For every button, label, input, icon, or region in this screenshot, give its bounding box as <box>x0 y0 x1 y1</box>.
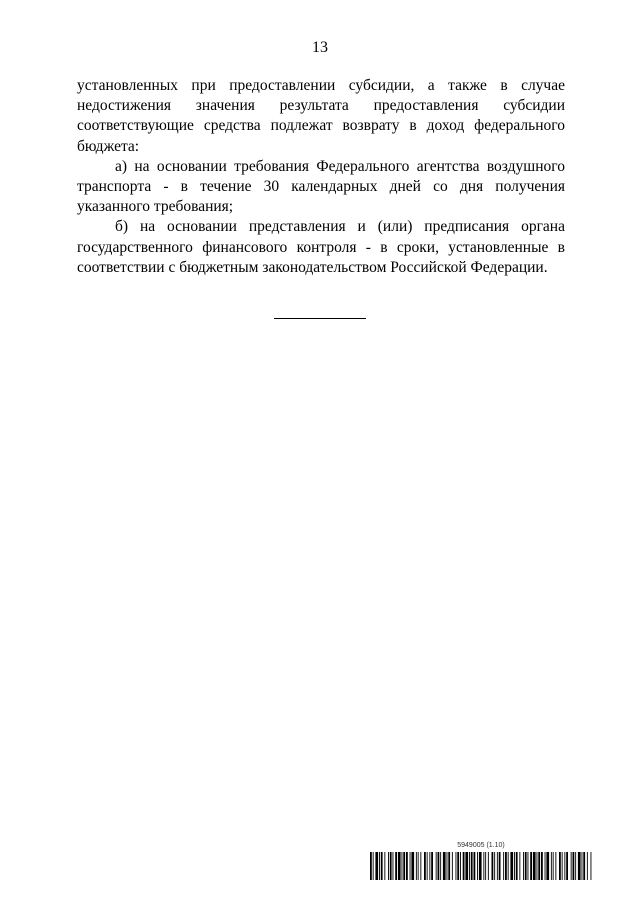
barcode-bar <box>471 852 473 880</box>
barcode-bar <box>469 852 470 880</box>
barcode-bar <box>494 852 495 880</box>
barcode-bar <box>562 852 563 880</box>
barcode-bar <box>427 852 428 880</box>
barcode-bar <box>390 852 392 880</box>
barcode-bar <box>395 852 397 880</box>
barcode-bar <box>452 852 453 880</box>
barcode-bar <box>447 852 448 880</box>
barcode-bar <box>406 852 408 880</box>
barcode-bar <box>582 852 583 880</box>
end-separator-line <box>274 318 366 319</box>
barcode-bar <box>370 852 372 880</box>
barcode-bar <box>505 852 507 880</box>
barcode-bar <box>479 852 482 880</box>
barcode-bar <box>379 852 380 880</box>
barcode-bar <box>436 852 437 880</box>
page-number: 13 <box>312 39 328 56</box>
barcode-bar <box>575 852 576 880</box>
barcode-bar <box>411 852 414 880</box>
barcode-icon <box>370 852 592 880</box>
barcode-bar <box>566 852 568 880</box>
barcode-bar <box>403 852 405 880</box>
barcode-bar <box>578 852 581 880</box>
barcode-bar <box>573 852 575 880</box>
document-body <box>77 76 565 278</box>
barcode-bar <box>388 852 389 880</box>
barcode-bar <box>456 852 457 880</box>
paragraph-continuation: установленных при предоставлении субсидии, а также в случае недостижения значения результата предоставления субсидии соответствующие средства подлежат возврату в доход федерального бюджета: <box>77 77 565 155</box>
barcode-bar <box>373 852 374 880</box>
barcode-bar <box>538 852 540 880</box>
barcode-bar <box>528 852 529 880</box>
barcode-bar <box>410 852 411 880</box>
barcode-bar <box>429 852 430 880</box>
barcode-bar <box>474 852 476 880</box>
barcode-bar <box>503 852 504 880</box>
barcode-bar <box>508 852 509 880</box>
barcode-bar <box>545 852 546 880</box>
barcode-bar <box>537 852 538 880</box>
barcode-bar <box>499 852 501 880</box>
barcode-bar <box>587 852 588 880</box>
barcode-bar <box>465 852 468 880</box>
barcode-bar <box>530 852 532 880</box>
barcode-block <box>370 842 592 882</box>
barcode-bar <box>564 852 565 880</box>
barcode-bar <box>381 852 383 880</box>
barcode-bar <box>448 852 450 880</box>
barcode-bar <box>510 852 513 880</box>
barcode-bar <box>541 852 543 880</box>
barcode-bar <box>424 852 426 880</box>
barcode-bar <box>485 852 486 880</box>
barcode-bar <box>525 852 527 880</box>
barcode-bar <box>497 852 498 880</box>
barcode-bar <box>457 852 459 880</box>
barcode-bar <box>553 852 554 880</box>
paragraph-item-b: б) на основании представления и (или) предписания органа государственного финансового контроля - в сроки, установленные в соответствии с бюджетным законодательством Российской Федерации. <box>77 218 565 276</box>
barcode-bar <box>416 852 417 880</box>
barcode-bar <box>492 852 494 880</box>
barcode-bar <box>551 852 552 880</box>
barcode-bar <box>533 852 536 880</box>
barcode-bar <box>393 852 394 880</box>
barcode-bar <box>463 852 465 880</box>
barcode-bar <box>519 852 520 880</box>
barcode-bar <box>398 852 401 880</box>
barcode-bar <box>516 852 518 880</box>
barcode-bar <box>555 852 556 880</box>
barcode-bar <box>440 852 441 880</box>
barcode-bar <box>483 852 484 880</box>
barcode-bar <box>571 852 572 880</box>
barcode-caption: 5949005 (1.10) <box>457 842 505 849</box>
barcode-bar <box>443 852 446 880</box>
barcode-bar <box>583 852 585 880</box>
barcode-bar <box>402 852 403 880</box>
barcode-bar <box>375 852 378 880</box>
barcode-bar <box>514 852 515 880</box>
barcode-bar <box>546 852 549 880</box>
barcode-bar <box>431 852 433 880</box>
barcode-bar <box>418 852 419 880</box>
barcode-bar <box>559 852 561 880</box>
paragraph-item-a: а) на основании требования Федерального агентства воздушного транспорта - в течение 30 календарных дней со дня получения указанного требования; <box>77 157 565 216</box>
barcode-bar <box>460 852 461 880</box>
barcode-bar <box>523 852 524 880</box>
barcode-bar <box>420 852 421 880</box>
barcode-bar <box>477 852 478 880</box>
barcode-bar <box>488 852 489 880</box>
barcode-bar <box>591 852 592 880</box>
barcode-bar <box>384 852 385 880</box>
barcode-bar <box>438 852 440 880</box>
